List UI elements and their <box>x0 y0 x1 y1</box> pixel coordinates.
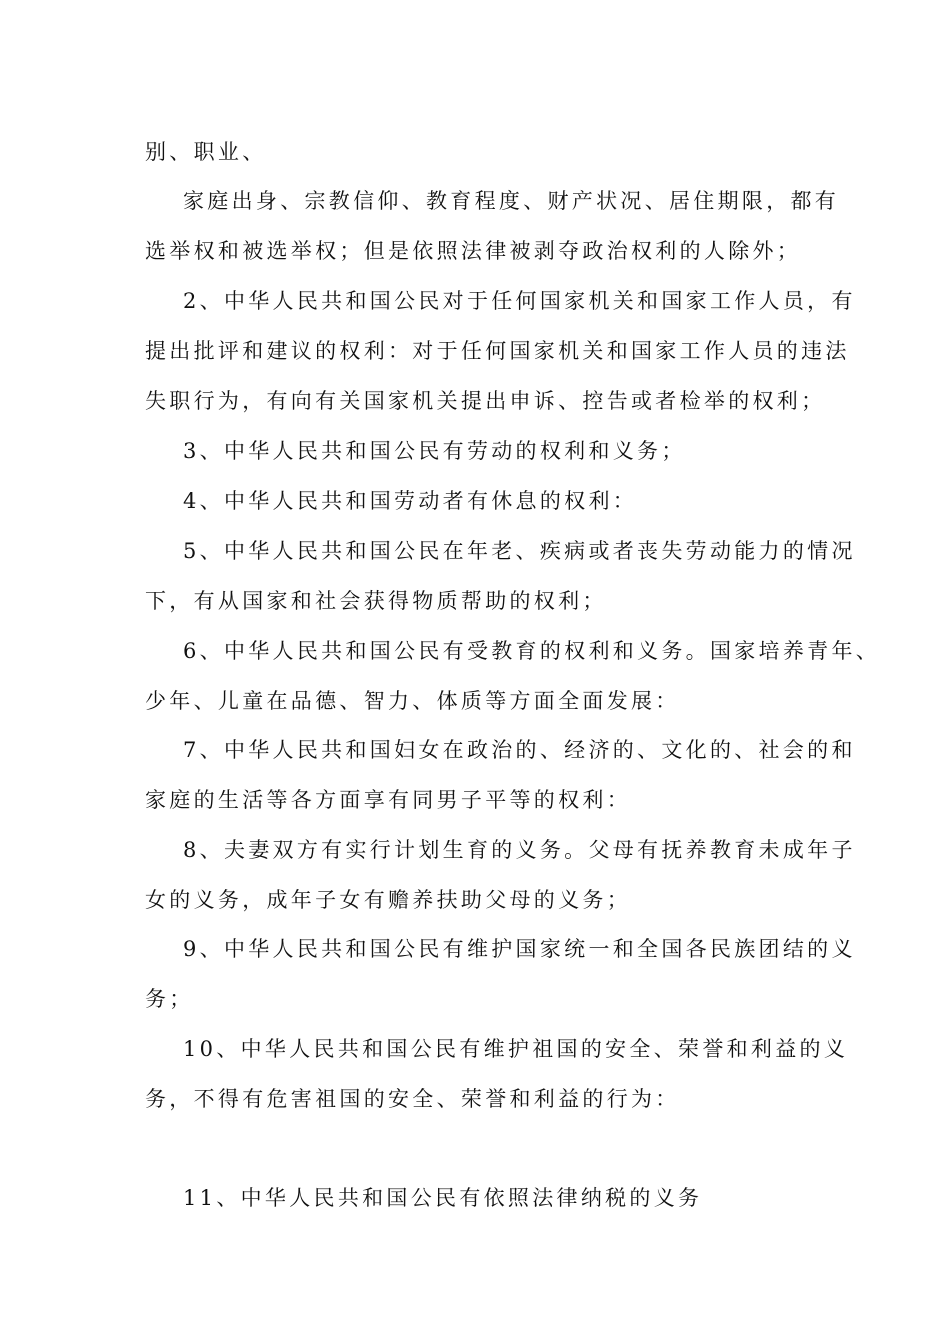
text-line: 2、中华人民共和国公民对于任何国家机关和国家工作人员，有 <box>183 289 856 313</box>
text-line: 11、中华人民共和国公民有依照法律纳税的义务 <box>183 1186 703 1210</box>
text-line: 9、中华人民共和国公民有维护国家统一和全国各民族团结的义 <box>183 937 856 961</box>
text-line: 10、中华人民共和国公民有维护祖国的安全、荣誉和利益的义 <box>183 1037 849 1061</box>
text-line: 家庭的生活等各方面享有同男子平等的权利： <box>145 788 631 812</box>
text-line: 务，不得有危害祖国的安全、荣誉和利益的行为： <box>145 1087 680 1111</box>
text-line: 少年、儿童在品德、智力、体质等方面全面发展： <box>145 689 680 713</box>
text-line: 选举权和被选举权；但是依照法律被剥夺政治权利的人除外； <box>145 239 802 263</box>
text-line: 3、中华人民共和国公民有劳动的权利和义务； <box>183 439 686 463</box>
text-line: 别、职业、 <box>145 140 267 164</box>
text-line: 家庭出身、宗教信仰、教育程度、财产状况、居住期限，都有 <box>183 189 840 213</box>
text-line: 提出批评和建议的权利：对于任何国家机关和国家工作人员的违法 <box>145 339 850 363</box>
text-line: 女的义务，成年子女有赡养扶助父母的义务； <box>145 888 631 912</box>
text-line: 6、中华人民共和国公民有受教育的权利和义务。国家培养青年、 <box>183 639 881 663</box>
text-line: 5、中华人民共和国公民在年老、疾病或者丧失劳动能力的情况 <box>183 539 856 563</box>
text-line: 7、中华人民共和国妇女在政治的、经济的、文化的、社会的和 <box>183 738 856 762</box>
text-line: 失职行为，有向有关国家机关提出申诉、控告或者检举的权利； <box>145 389 826 413</box>
text-line: 下，有从国家和社会获得物质帮助的权利； <box>145 589 607 613</box>
text-line: 8、夫妻双方有实行计划生育的义务。父母有抚养教育未成年子 <box>183 838 856 862</box>
text-line: 务； <box>145 987 194 1011</box>
text-line: 4、中华人民共和国劳动者有休息的权利： <box>183 489 638 513</box>
